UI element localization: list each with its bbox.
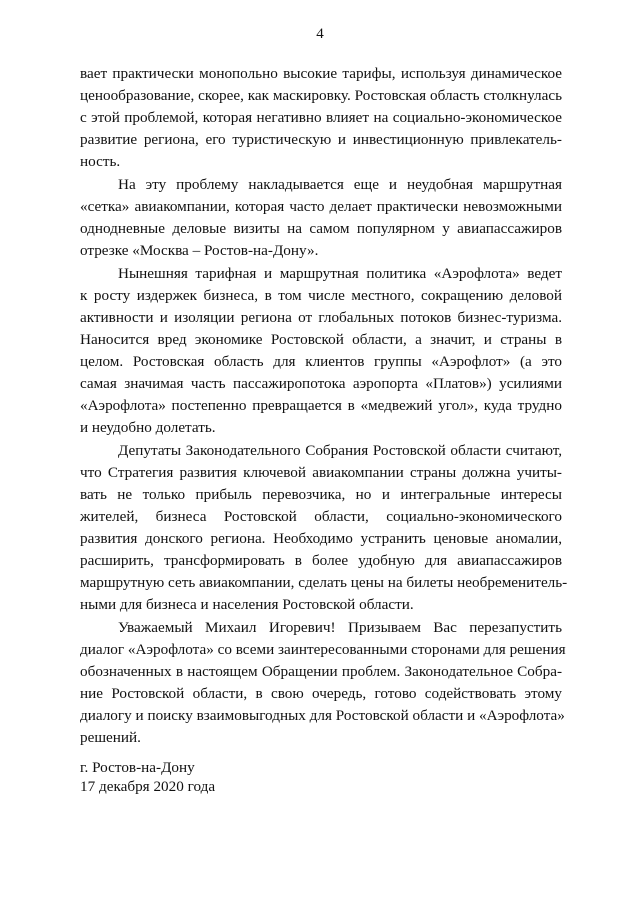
text-line: развития донского региона. Необходимо устранить ценовые аномалии, [80, 530, 562, 547]
text-line: маршрутную сеть авиакомпании, сделать цены на билеты необременитель- [80, 574, 568, 591]
text-line: ценообразование, скорее, как маскировку. Ростовская область столкнулась [80, 87, 562, 104]
text-line: самая значимая часть пассажиропотока аэропорта «Платов») усилиями [80, 375, 562, 392]
text-line: однодневные деловые визиты на самом популярном у авиапассажиров [80, 220, 562, 237]
signature-city: г. Ростов-на-Дону [80, 759, 195, 776]
text-line: вает практически монопольно высокие тарифы, используя динамическое [80, 65, 562, 82]
text-line: Депутаты Законодательного Собрания Ростовской области считают, [118, 442, 562, 459]
text-line: Наносится вред экономике Ростовской области, а значит, и страны в [80, 331, 562, 348]
text-line: отрезке «Москва – Ростов-на-Дону». [80, 242, 319, 259]
text-line: ными для бизнеса и населения Ростовской области. [80, 596, 414, 613]
text-line: Нынешняя тарифная и маршрутная политика «Аэрофлота» ведет [118, 265, 562, 282]
text-line: с этой проблемой, которая негативно влияет на социально-экономическое [80, 109, 562, 126]
text-line: расширить, трансформировать в более удобную для авиапассажиров [80, 552, 562, 569]
text-line: диалогу и поиску взаимовыгодных для Ростовской области и «Аэрофлота» [80, 707, 565, 724]
text-line: целом. Ростовская область для клиентов группы «Аэрофлот» (а это [80, 353, 562, 370]
text-line: решений. [80, 729, 141, 746]
text-line: ние Ростовской области, в свою очередь, готово содействовать этому [80, 685, 562, 702]
text-line: «сетка» авиакомпании, которая часто делает практически невозможными [80, 198, 562, 215]
text-line: Уважаемый Михаил Игоревич! Призываем Вас перезапустить [118, 619, 562, 636]
text-line: активности и изоляции региона от глобальных потоков бизнес-туризма. [80, 309, 562, 326]
text-line: обозначенных в настоящем Обращении проблем. Законодательное Собра- [80, 663, 562, 680]
text-line: что Стратегия развития ключевой авиакомпании страны должна учиты- [80, 464, 562, 481]
text-line: ность. [80, 153, 121, 170]
text-line: жителей, бизнеса Ростовской области, социально-экономического [80, 508, 562, 525]
text-line: к росту издержек бизнеса, в том числе местного, сокращению деловой [80, 287, 562, 304]
text-line: вать не только прибыль перевозчика, но и интегральные интересы [80, 486, 562, 503]
signature-date: 17 декабря 2020 года [80, 778, 216, 795]
page-number: 4 [316, 26, 324, 42]
text-line: и неудобно долетать. [80, 419, 216, 436]
text-line: На эту проблему накладывается еще и неудобная маршрутная [118, 176, 562, 193]
text-line: «Аэрофлота» постепенно превращается в «медвежий угол», куда трудно [80, 397, 562, 414]
text-line: диалог «Аэрофлота» со всеми заинтересованными сторонами для решения [80, 641, 566, 658]
text-line: развитие региона, его туристическую и инвестиционную привлекатель- [80, 131, 562, 148]
